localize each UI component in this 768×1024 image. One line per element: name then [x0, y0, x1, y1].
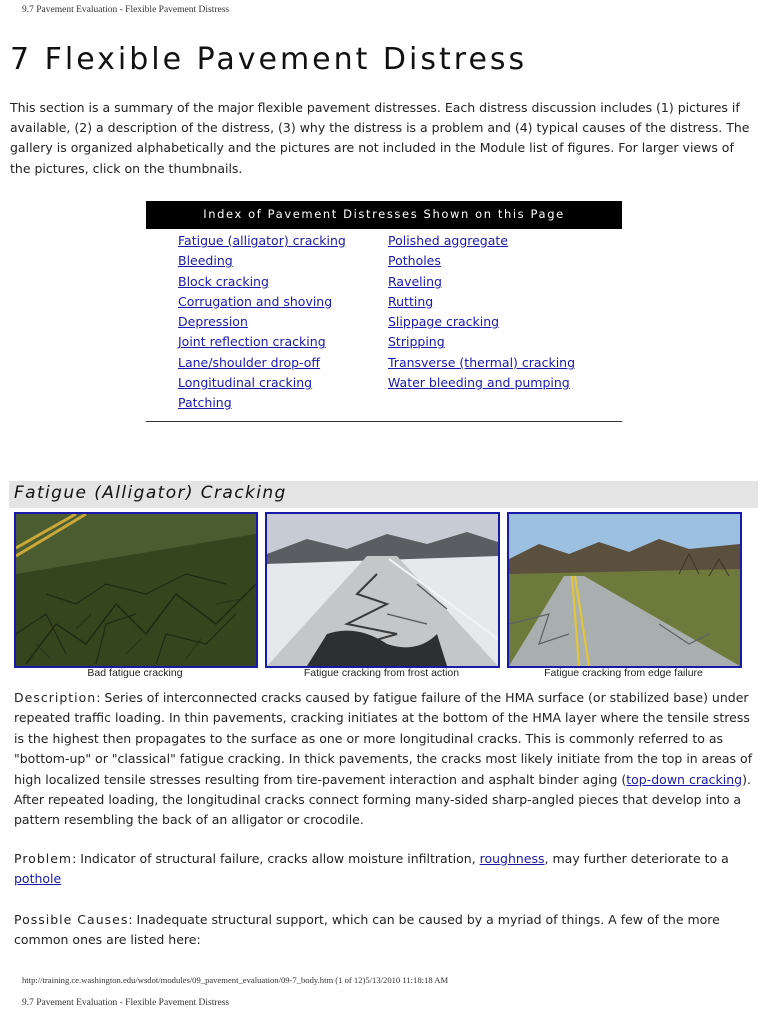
photo-caption-3: Fatigue cracking from edge failure — [544, 667, 703, 679]
index-link-transverse-cracking[interactable]: Transverse (thermal) cracking — [388, 354, 576, 370]
causes-paragraph — [14, 910, 754, 951]
description-paragraph — [14, 688, 754, 831]
page-title: 7 Flexible Pavement Distress — [10, 42, 528, 77]
description-text-1: : Series of interconnected cracks caused by fatigue failure of the HMA surface (or stabilized base) under repeated traffic loading. In thin pavements, cracking initiates at the bottom of the HMA layer where the tensile stress is the highest then propagates to the surface as one or more longitudinal cracks. This is commonly referred to as "bottom-up" or "classical" fatigue cracking. In thick pavements, the cracks most likely initiate from the top in areas of high localized tensile stresses resulting from tire-pavement interaction and asphalt binder aging ( — [14, 690, 753, 787]
index-link-longitudinal-cracking[interactable]: Longitudinal cracking — [178, 375, 313, 391]
photo-frost-action-cracking-image — [267, 514, 498, 666]
section-header-bar — [9, 481, 758, 508]
description-text-2: ). After repeated loading, the longitudinal cracks connect forming many-sided sharp-angled pieces that develop into a pattern resembling the back of an alligator or crocodile. — [14, 771, 751, 828]
index-link-joint-reflection-cracking[interactable]: Joint reflection cracking — [178, 334, 326, 350]
description-label: Description — [14, 690, 97, 705]
index-link-depression[interactable]: Depression — [178, 314, 248, 330]
index-link-raveling[interactable]: Raveling — [388, 273, 442, 289]
index-bottom-rule — [146, 421, 622, 422]
index-link-slippage-cracking[interactable]: Slippage cracking — [388, 314, 500, 330]
causes-label: Possible Causes — [14, 912, 129, 927]
index-link-stripping[interactable]: Stripping — [388, 334, 445, 350]
index-column-right — [388, 231, 575, 393]
index-link-water-bleeding-pumping[interactable]: Water bleeding and pumping — [388, 375, 570, 391]
photo-bad-fatigue-cracking-image — [16, 514, 256, 666]
print-header: 9.7 Pavement Evaluation - Flexible Pavement Distress — [22, 5, 230, 15]
index-header: Index of Pavement Distresses Shown on this Page — [146, 201, 622, 229]
index-link-rutting[interactable]: Rutting — [388, 293, 434, 309]
index-link-polished-aggregate[interactable]: Polished aggregate — [388, 233, 508, 248]
print-footer-url: http://training.ce.washington.edu/wsdot/modules/09_pavement_evaluation/09-7_body.htm (1 of 12)5/13/2010 11:18:18 AM — [22, 975, 449, 985]
index-link-corrugation-shoving[interactable]: Corrugation and shoving — [178, 293, 333, 309]
photo-frost-action-cracking[interactable] — [265, 512, 500, 668]
causes-text: : Inadequate structural support, which can be caused by a myriad of things. A few of the more common ones are listed here: — [14, 912, 720, 948]
index-link-lane-shoulder-drop-off[interactable]: Lane/shoulder drop-off — [178, 354, 321, 370]
photo-edge-failure-cracking[interactable] — [507, 512, 742, 668]
problem-paragraph — [14, 849, 754, 890]
index-column-left — [178, 231, 346, 414]
problem-text-2: , may further deteriorate to a — [544, 851, 729, 866]
print-header-next-page: 9.7 Pavement Evaluation - Flexible Pavement Distress — [22, 998, 230, 1008]
photo-edge-failure-cracking-image — [509, 514, 740, 666]
pothole-link[interactable]: pothole — [14, 871, 62, 887]
index-columns — [146, 229, 622, 415]
photo-caption-1: Bad fatigue cracking — [87, 667, 183, 679]
photo-bad-fatigue-cracking[interactable] — [14, 512, 258, 668]
index-link-block-cracking[interactable]: Block cracking — [178, 273, 269, 289]
problem-text-1: : Indicator of structural failure, cracks allow moisture infiltration, — [72, 851, 480, 866]
index-link-patching[interactable]: Patching — [178, 395, 232, 411]
section-title: Fatigue (Alligator) Cracking — [14, 483, 287, 503]
photo-caption-2: Fatigue cracking from frost action — [303, 667, 460, 679]
top-down-cracking-link[interactable]: top-down cracking — [626, 771, 743, 787]
distress-index-table — [146, 201, 622, 415]
roughness-link[interactable]: roughness — [479, 851, 545, 866]
index-link-bleeding[interactable]: Bleeding — [178, 253, 233, 269]
problem-label: Problem — [14, 851, 73, 866]
intro-paragraph: This section is a summary of the major flexible pavement distresses. Each distress discussion includes (1) pictures if available, (2) a description of the distress, (3) why the distress is a problem and (4) typical causes of the distress. The gallery is organized alphabetically and the pictures are not included in the Module list of figures. For larger views of the pictures, click on the thumbnails. — [10, 100, 750, 176]
index-link-potholes[interactable]: Potholes — [388, 253, 441, 269]
index-link-fatigue-cracking[interactable]: Fatigue (alligator) cracking — [178, 233, 346, 248]
